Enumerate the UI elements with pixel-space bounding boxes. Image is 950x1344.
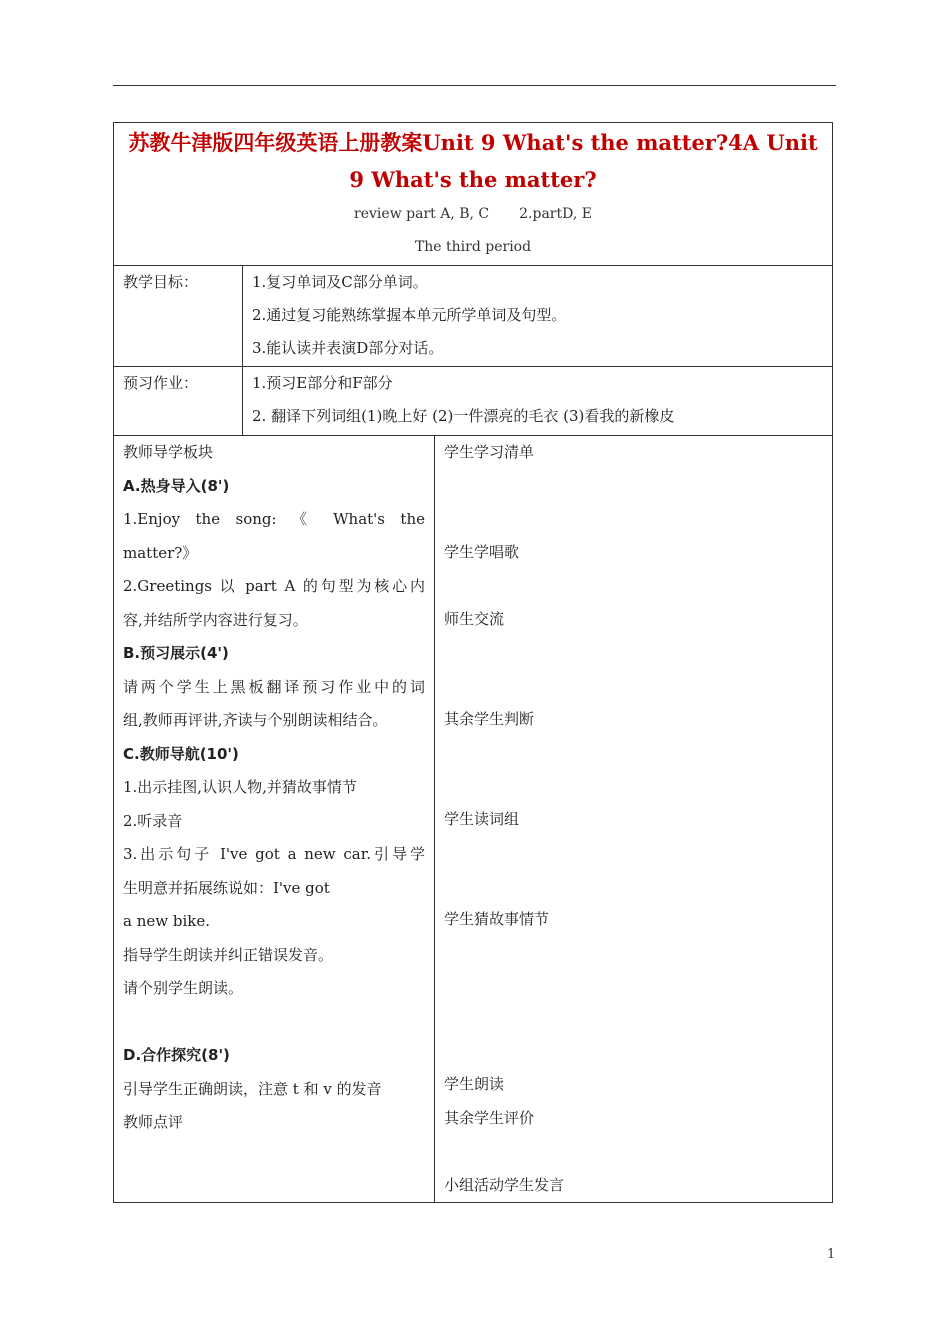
student-item: 其余学生判断 [444, 710, 535, 728]
preview-row [114, 367, 833, 436]
text-line: 组,教师再评讲,齐读与个别朗读相结合。 [123, 711, 388, 729]
student-item: 学生朗读 [444, 1075, 505, 1093]
page-number: 1 [827, 1247, 836, 1262]
preview-item: 2. 翻译下列词组(1)晚上好 (2)一件漂亮的毛衣 (3)看我的新橡皮 [252, 407, 675, 425]
title-row [114, 123, 833, 266]
teacher-header: 教师导学板块 [123, 443, 214, 461]
teacher-column [114, 436, 434, 1140]
preview-item: 1.预习E部分和F部分 [252, 374, 393, 392]
text-line: 生明意并拓展练说如：I've got [123, 878, 330, 897]
student-item: 师生交流 [444, 610, 505, 628]
goals-label: 教学目标： [123, 273, 199, 291]
document-title: 苏教牛津版四年级英语上册教案Unit 9 What's the matter?4A Unit 9 What's the matter? [128, 130, 818, 192]
text-line: 请个别学生朗读。 [123, 979, 244, 997]
student-item: 其余学生评价 [444, 1109, 535, 1127]
student-item: 学生猜故事情节 [444, 910, 550, 928]
section-b-heading: B.预习展示(4') [123, 644, 229, 662]
preview-list [243, 367, 832, 433]
header-rule [113, 85, 836, 86]
text-line: 请两个学生上黑板翻译预习作业中的词 [123, 677, 425, 696]
text-line: a new bike. [123, 912, 210, 930]
text-line: 1.出示挂图,认识人物,并猜故事情节 [123, 778, 357, 796]
section-d-heading: D.合作探究(8') [123, 1046, 230, 1064]
goals-list [243, 266, 832, 365]
student-item: 小组活动学生发言 [444, 1176, 565, 1194]
text-line: 指导学生朗读并纠正错误发音。 [123, 945, 334, 964]
goal-item: 2.通过复习能熟练掌握本单元所学单词及句型。 [252, 306, 567, 324]
student-item: 学生学唱歌 [444, 543, 520, 561]
student-header: 学生学习清单 [444, 443, 535, 461]
text-line: 2.Greetings 以 part A 的句型为核心内 [123, 577, 425, 595]
period-label: The third period [414, 239, 532, 255]
subtitle: review part A, B, C 2.partD, E [354, 206, 592, 222]
text-line: 1.Enjoy the song: 《 What's the [123, 510, 425, 528]
preview-label: 预习作业： [123, 374, 199, 392]
text-line: matter?》 [123, 543, 198, 562]
lesson-plan-table [113, 122, 833, 1203]
text-line: 教师点评 [123, 1113, 184, 1131]
activities-row [114, 436, 833, 1203]
section-c-heading: C.教师导航(10') [123, 744, 239, 763]
goal-item: 3.能认读并表演D部分对话。 [252, 339, 444, 357]
goal-item: 1.复习单词及C部分单词。 [252, 273, 428, 291]
text-line: 容,并结所学内容进行复习。 [123, 610, 308, 629]
student-column [435, 436, 832, 1202]
goals-row [114, 266, 833, 367]
text-line: 引导学生正确朗读，注意 t 和 v 的发音 [123, 1079, 382, 1098]
section-a-heading: A.热身导入(8') [123, 476, 230, 495]
text-line: 3.出示句子 I've got a new car.引导学 [123, 845, 425, 863]
text-line: 2.听录音 [123, 811, 183, 830]
student-item: 学生读词组 [444, 810, 520, 828]
